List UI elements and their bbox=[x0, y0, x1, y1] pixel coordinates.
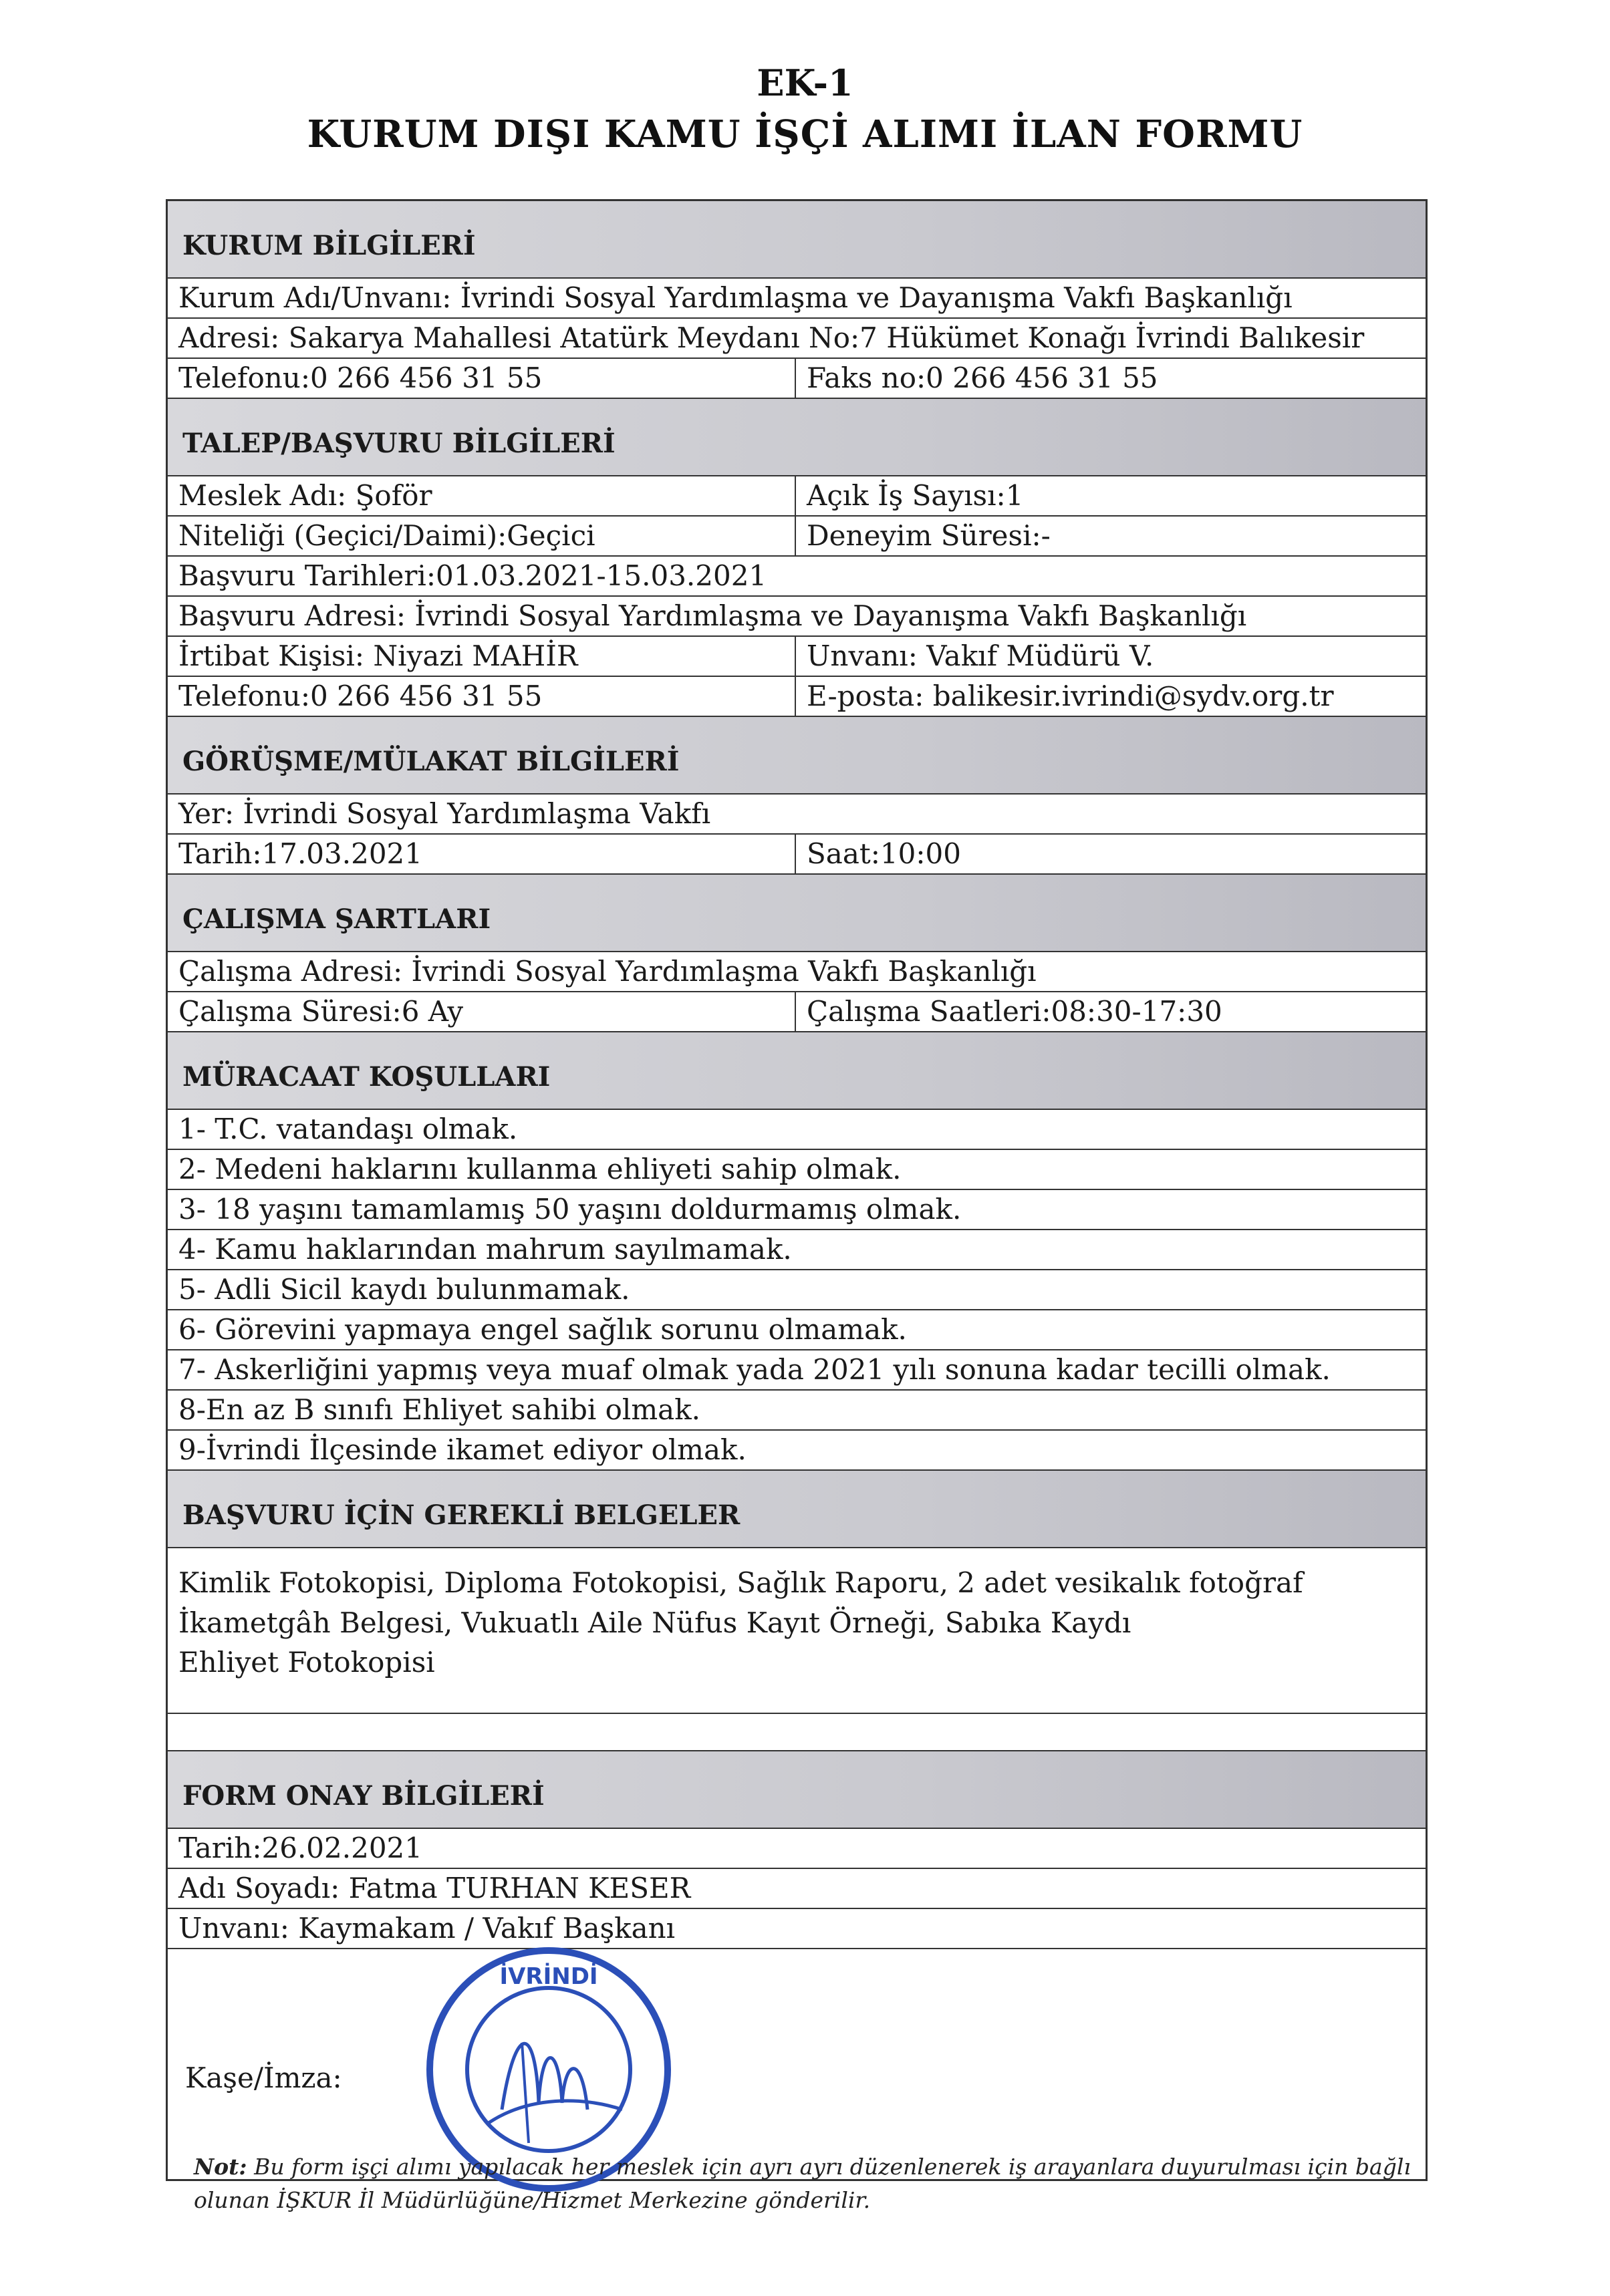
row-gorusme-tarih bbox=[168, 835, 1426, 875]
list-item bbox=[168, 1310, 1426, 1350]
section-belgeler-header bbox=[168, 1471, 1426, 1548]
onay-unvani: Unvanı: Kaymakam / Vakıf Başkanı bbox=[178, 1912, 676, 1945]
kurum-telefon: Telefonu:0 266 456 31 55 bbox=[168, 359, 796, 398]
list-item bbox=[168, 1230, 1426, 1270]
calisma-suresi: Çalışma Süresi:6 Ay bbox=[168, 992, 796, 1031]
onay-tarih: Tarih:26.02.2021 bbox=[178, 1832, 422, 1864]
section-title: FORM ONAY BİLGİLERİ bbox=[182, 1780, 545, 1812]
list-item bbox=[168, 1431, 1426, 1471]
section-title: TALEP/BAŞVURU BİLGİLERİ bbox=[182, 428, 616, 459]
row-empty bbox=[168, 1714, 1426, 1751]
belgeler-list bbox=[168, 1548, 1426, 1683]
row-irtibat bbox=[168, 637, 1426, 677]
row-kurum-adres bbox=[168, 319, 1426, 359]
row-kase-imza bbox=[168, 1949, 1426, 2179]
kosul-3: 3- 18 yaşını tamamlamış 50 yaşını doldurmamış olmak. bbox=[178, 1193, 962, 1226]
meslek-adi: Meslek Adı: Şoför bbox=[168, 476, 796, 515]
calisma-saatleri: Çalışma Saatleri:08:30-17:30 bbox=[807, 995, 1222, 1028]
section-calisma-header bbox=[168, 875, 1426, 952]
stamp-text: İVRİNDİ bbox=[499, 1963, 598, 1990]
section-gorusme-header bbox=[168, 717, 1426, 795]
section-title: MÜRACAAT KOŞULLARI bbox=[182, 1061, 551, 1093]
kosul-9: 9-İvrindi İlçesinde ikamet ediyor olmak. bbox=[178, 1433, 747, 1466]
list-item bbox=[168, 1391, 1426, 1431]
niteligi: Niteliği (Geçici/Daimi):Geçici bbox=[168, 517, 796, 555]
section-title: ÇALIŞMA ŞARTLARI bbox=[182, 903, 491, 935]
list-item bbox=[168, 1270, 1426, 1310]
row-kurum-adi bbox=[168, 279, 1426, 319]
row-basvuru-adresi bbox=[168, 597, 1426, 637]
kurum-adres: Adresi: Sakarya Mahallesi Atatürk Meydanı No:7 Hükümet Konağı İvrindi Balıkesir bbox=[178, 321, 1365, 354]
row-basvuru-tarihleri bbox=[168, 557, 1426, 597]
row-belgeler bbox=[168, 1548, 1426, 1714]
announcement-form bbox=[166, 199, 1428, 2181]
list-item bbox=[168, 1150, 1426, 1190]
row-calisma-sure bbox=[168, 992, 1426, 1032]
section-muracaat-header bbox=[168, 1032, 1426, 1110]
basvuru-adresi: Başvuru Adresi: İvrindi Sosyal Yardımlaşma ve Dayanışma Vakfı Başkanlığı bbox=[178, 599, 1247, 632]
row-kurum-telefon bbox=[168, 359, 1426, 399]
row-gorusme-yer bbox=[168, 795, 1426, 835]
section-onay-header bbox=[168, 1751, 1426, 1829]
footnote bbox=[194, 2150, 1464, 2216]
irtibat-kisisi: İrtibat Kişisi: Niyazi MAHİR bbox=[168, 637, 796, 676]
row-nitelik bbox=[168, 517, 1426, 557]
kosul-8: 8-En az B sınıfı Ehliyet sahibi olmak. bbox=[178, 1393, 701, 1426]
kase-imza-label: Kaşe/İmza: bbox=[185, 2061, 342, 2094]
kosul-6: 6- Görevini yapmaya engel sağlık sorunu olmamak. bbox=[178, 1313, 907, 1346]
row-calisma-adres bbox=[168, 952, 1426, 992]
deneyim-suresi: Deneyim Süresi:- bbox=[807, 519, 1051, 552]
section-kurum-header bbox=[168, 201, 1426, 279]
kurum-faks: Faks no:0 266 456 31 55 bbox=[807, 362, 1158, 394]
list-item bbox=[168, 1350, 1426, 1391]
calisma-adresi: Çalışma Adresi: İvrindi Sosyal Yardımlaşma Vakfı Başkanlığı bbox=[178, 955, 1037, 988]
kurum-adi: Kurum Adı/Unvanı: İvrindi Sosyal Yardımlaşma ve Dayanışma Vakfı Başkanlığı bbox=[178, 281, 1293, 314]
list-item bbox=[168, 1190, 1426, 1230]
kosul-1: 1- T.C. vatandaşı olmak. bbox=[178, 1113, 518, 1145]
row-talep-iletisim bbox=[168, 677, 1426, 717]
section-title: GÖRÜŞME/MÜLAKAT BİLGİLERİ bbox=[182, 746, 680, 777]
note-text: Bu form işçi alımı yapılacak her meslek için ayrı ayrı düzenlenerek iş arayanlara duyurulması için bağlı olunan İŞKUR İl Müdürlüğüne/Hizmet Merkezine gönderilir. bbox=[194, 2154, 1411, 2213]
section-title: KURUM BİLGİLERİ bbox=[182, 230, 476, 261]
form-title: KURUM DIŞI KAMU İŞÇİ ALIMI İLAN FORMU bbox=[307, 112, 1303, 156]
row-onay-unvan bbox=[168, 1909, 1426, 1949]
kosul-5: 5- Adli Sicil kaydı bulunmamak. bbox=[178, 1273, 630, 1306]
gorusme-yer: Yer: İvrindi Sosyal Yardımlaşma Vakfı bbox=[178, 797, 711, 830]
kosul-7: 7- Askerliğini yapmış veya muaf olmak yada 2021 yılı sonuna kadar tecilli olmak. bbox=[178, 1353, 1331, 1386]
row-meslek bbox=[168, 476, 1426, 517]
kosul-2: 2- Medeni haklarını kullanma ehliyeti sahip olmak. bbox=[178, 1153, 902, 1185]
list-item bbox=[168, 1110, 1426, 1150]
empty-cell bbox=[168, 1714, 1426, 1750]
acik-is-sayisi: Açık İş Sayısı:1 bbox=[807, 479, 1024, 512]
row-onay-adi bbox=[168, 1869, 1426, 1909]
irtibat-unvani: Unvanı: Vakıf Müdürü V. bbox=[807, 639, 1154, 672]
belge-line-2: İkametgâh Belgesi, Vukuatlı Aile Nüfus Kayıt Örneği, Sabıka Kaydı bbox=[178, 1606, 1131, 1639]
section-talep-header bbox=[168, 399, 1426, 476]
gorusme-tarih: Tarih:17.03.2021 bbox=[168, 835, 796, 873]
gorusme-saat: Saat:10:00 bbox=[807, 837, 961, 870]
form-code: EK-1 bbox=[757, 61, 853, 104]
row-onay-tarih bbox=[168, 1829, 1426, 1869]
talep-eposta: E-posta: balikesir.ivrindi@sydv.org.tr bbox=[807, 680, 1334, 712]
belge-line-1: Kimlik Fotokopisi, Diploma Fotokopisi, Sağlık Raporu, 2 adet vesikalık fotoğraf bbox=[178, 1566, 1303, 1599]
basvuru-tarihleri: Başvuru Tarihleri:01.03.2021-15.03.2021 bbox=[178, 559, 767, 592]
section-title: BAŞVURU İÇİN GEREKLİ BELGELER bbox=[182, 1499, 741, 1531]
onay-adi-soyadi: Adı Soyadı: Fatma TURHAN KESER bbox=[178, 1872, 691, 1904]
belge-line-3: Ehliyet Fotokopisi bbox=[178, 1646, 435, 1679]
kosul-4: 4- Kamu haklarından mahrum sayılmamak. bbox=[178, 1233, 792, 1266]
talep-telefon: Telefonu:0 266 456 31 55 bbox=[168, 677, 796, 716]
note-label: Not: bbox=[194, 2154, 247, 2180]
